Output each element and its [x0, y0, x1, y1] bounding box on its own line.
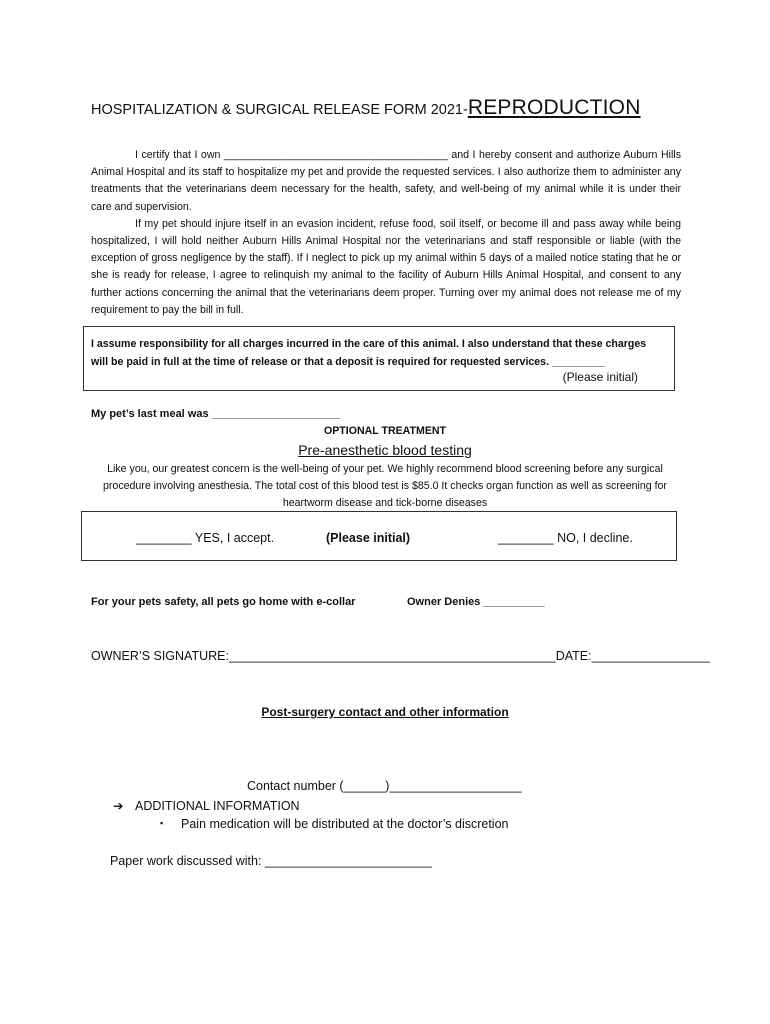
form-title — [91, 96, 641, 120]
title-text: HOSPITALIZATION & SURGICAL RELEASE FORM 2021- — [91, 102, 468, 118]
blood-testing-box — [81, 511, 677, 561]
pain-medication-item — [160, 817, 509, 831]
additional-information-label: ADDITIONAL INFORMATION — [135, 799, 300, 813]
decline-option[interactable]: ________ NO, I decline. — [498, 531, 633, 545]
arrow-right-icon: ➔ — [113, 799, 124, 813]
charges-initial-label: (Please initial) — [562, 370, 638, 384]
pain-medication-text: Pain medication will be distributed at the doctor’s discretion — [181, 817, 509, 831]
blood-testing-subheading: Pre-anesthetic blood testing — [298, 442, 472, 458]
optional-treatment-heading: OPTIONAL TREATMENT — [323, 425, 447, 437]
post-surgery-heading: Post-surgery contact and other information — [261, 705, 509, 719]
charges-box — [83, 326, 675, 391]
reproduction-stamp: REPRODUCTION — [467, 96, 641, 119]
last-meal-field[interactable]: My pet’s last meal was _____________________ — [91, 408, 341, 420]
blood-testing-description: Like you, our greatest concern is the well-being of your pet. We highly recommend blood screening before any surgical procedure involving anesthesia. The total cost of this blood test is $85.0 It checks organ function as well as screening for heartworm disease and tick-borne diseases — [103, 463, 667, 509]
ecollar-notice: For your pets safety, all pets go home with e-collar — [91, 596, 356, 608]
contact-number-field[interactable]: Contact number (______)___________________ — [247, 779, 522, 793]
accept-option[interactable]: ________ YES, I accept. — [136, 531, 275, 545]
additional-information — [113, 798, 300, 813]
paperwork-discussed-field[interactable]: Paper work discussed with: ________________________ — [110, 854, 432, 868]
blood-test-initial-label: (Please initial) — [326, 531, 411, 545]
certify-paragraph: I certify that I own ______________________________________ and I hereby consent and authorize Auburn Hills Animal Hospital and its staff to hospitalize my pet and provide the requested services. I also authorize them to administer any treatments that the veterinarians deem necessary for the health, safety, and well-being of my animal while it is under their care and supervision. — [91, 149, 681, 213]
owner-signature-date-field[interactable]: OWNER’S SIGNATURE:_______________________________________________DATE:_________________ — [91, 649, 710, 663]
owner-denies-field[interactable]: Owner Denies __________ — [407, 596, 545, 608]
bullet-icon: ▪ — [160, 818, 164, 828]
charges-text: I assume responsibility for all charges incurred in the care of this animal. I also understand that these charges will be paid in full at the time of release or that a deposit is required for requested services. _________ — [91, 338, 647, 368]
liability-paragraph: If my pet should injure itself in an evasion incident, refuse food, soil itself, or become ill and pass away while being hospitalized, I will hold neither Auburn Hills Animal Hospital nor the veterinarians and staff responsible or liable (with the exception of gross negligence by the staff). If I neglect to pick up my animal within 5 days of a mailed notice stating that he or she is ready for release, I agree to relinquish my animal to the facility of Auburn Hills Animal Hospital, and consent to any further actions concerning the animal that the veterinarians deem proper. Turning over my animal does not release me of my requirement to pay the bill in full. — [91, 217, 681, 316]
certification-section — [91, 147, 681, 319]
